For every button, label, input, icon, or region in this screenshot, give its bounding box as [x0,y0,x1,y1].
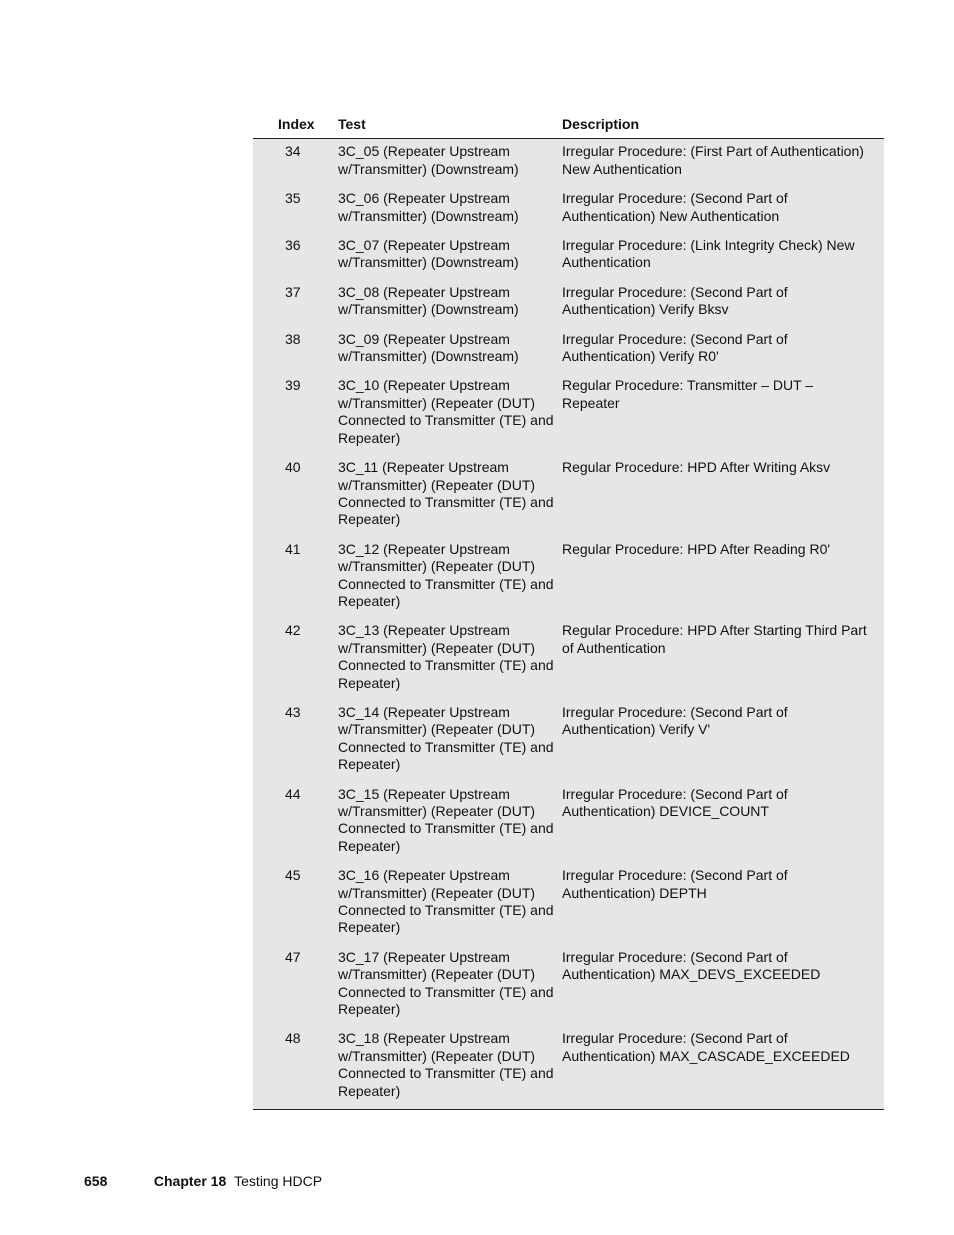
table-bottom-rule [253,1109,884,1110]
cell-test: 3C_12 (Repeater Upstream w/Transmitter) (Repeater (DUT) Connected to Transmitter (TE) and Repeater) [338,540,554,609]
test-table-container [253,113,884,1110]
table-header-row [253,113,884,139]
cell-index: 44 [285,785,301,802]
cell-index: 42 [285,622,301,639]
table-body [253,139,884,1109]
cell-test: 3C_06 (Repeater Upstream w/Transmitter) (Downstream) [338,190,519,224]
cell-test: 3C_09 (Repeater Upstream w/Transmitter) (Downstream) [338,330,519,365]
column-header-index: Index [253,113,338,139]
cell-test: 3C_16 (Repeater Upstream w/Transmitter) (Repeater (DUT) Connected to Transmitter (TE) and Repeater) [338,867,554,936]
cell-description: Irregular Procedure: (Second Part of Authentication) Verify R0' [562,330,788,365]
cell-test: 3C_18 (Repeater Upstream w/Transmitter) (Repeater (DUT) Connected to Transmitter (TE) and Repeater) [338,1030,554,1099]
cell-test: 3C_11 (Repeater Upstream w/Transmitter) (Repeater (DUT) Connected to Transmitter (TE) and Repeater) [338,459,554,528]
cell-description: Irregular Procedure: (Second Part of Authentication) MAX_CASCADE_EXCEEDED [562,1030,850,1064]
cell-index: 45 [285,867,301,884]
cell-description: Irregular Procedure: (Link Integrity Check) New Authentication [562,237,855,271]
cell-index: 36 [285,237,301,254]
column-header-description: Description [562,113,884,139]
test-table [253,113,884,1109]
cell-description: Regular Procedure: HPD After Starting Third Part of Authentication [562,622,867,656]
table-row [253,331,884,378]
table-row [253,867,884,949]
cell-test: 3C_08 (Repeater Upstream w/Transmitter) (Downstream) [338,283,519,318]
chapter-title: Testing HDCP [234,1173,323,1189]
cell-index: 34 [285,143,301,160]
table-row [253,704,884,786]
cell-index: 41 [285,540,301,557]
cell-description: Irregular Procedure: (Second Part of Authentication) Verify V' [562,703,788,738]
table-header [253,113,884,139]
cell-description: Irregular Procedure: (First Part of Authentication) New Authentication [562,143,864,177]
cell-index: 35 [285,190,301,207]
table-row [253,1030,884,1109]
table-row [253,459,884,541]
chapter-label: Chapter 18 [153,1173,227,1189]
table-row [253,377,884,459]
cell-test: 3C_13 (Repeater Upstream w/Transmitter) (Repeater (DUT) Connected to Transmitter (TE) and Repeater) [338,622,554,691]
cell-test: 3C_07 (Repeater Upstream w/Transmitter) (Downstream) [338,237,519,271]
cell-test: 3C_14 (Repeater Upstream w/Transmitter) (Repeater (DUT) Connected to Transmitter (TE) and Repeater) [338,703,554,773]
cell-description: Irregular Procedure: (Second Part of Authentication) New Authentication [562,190,788,224]
table-row [253,190,884,237]
cell-index: 40 [285,459,301,476]
cell-description: Regular Procedure: Transmitter – DUT – Repeater [562,377,814,411]
cell-index: 47 [285,948,301,965]
cell-description: Regular Procedure: HPD After Writing Aksv [562,459,831,476]
cell-test: 3C_15 (Repeater Upstream w/Transmitter) (Repeater (DUT) Connected to Transmitter (TE) and Repeater) [338,785,554,854]
cell-description: Irregular Procedure: (Second Part of Authentication) DEVICE_COUNT [562,785,788,819]
page-number: 658 [84,1173,108,1189]
cell-test: 3C_05 (Repeater Upstream w/Transmitter) (Downstream) [338,143,519,177]
cell-test: 3C_17 (Repeater Upstream w/Transmitter) (Repeater (DUT) Connected to Transmitter (TE) and Repeater) [338,948,554,1018]
cell-description: Irregular Procedure: (Second Part of Authentication) DEPTH [562,867,788,901]
cell-description: Regular Procedure: HPD After Reading R0' [562,540,831,557]
cell-index: 48 [285,1030,301,1047]
table-row [253,786,884,868]
page-footer [84,1173,322,1190]
table-row [253,949,884,1031]
cell-index: 37 [285,283,301,300]
table-row [253,284,884,331]
cell-description: Irregular Procedure: (Second Part of Authentication) MAX_DEVS_EXCEEDED [562,948,821,983]
cell-index: 43 [285,703,301,720]
cell-test: 3C_10 (Repeater Upstream w/Transmitter) (Repeater (DUT) Connected to Transmitter (TE) and Repeater) [338,377,554,446]
cell-description: Irregular Procedure: (Second Part of Authentication) Verify Bksv [562,283,788,318]
column-header-test: Test [338,113,562,139]
table-row [253,237,884,284]
table-row [253,541,884,623]
cell-index: 39 [285,377,301,394]
cell-index: 38 [285,330,301,347]
table-row [253,139,884,190]
table-row [253,622,884,704]
